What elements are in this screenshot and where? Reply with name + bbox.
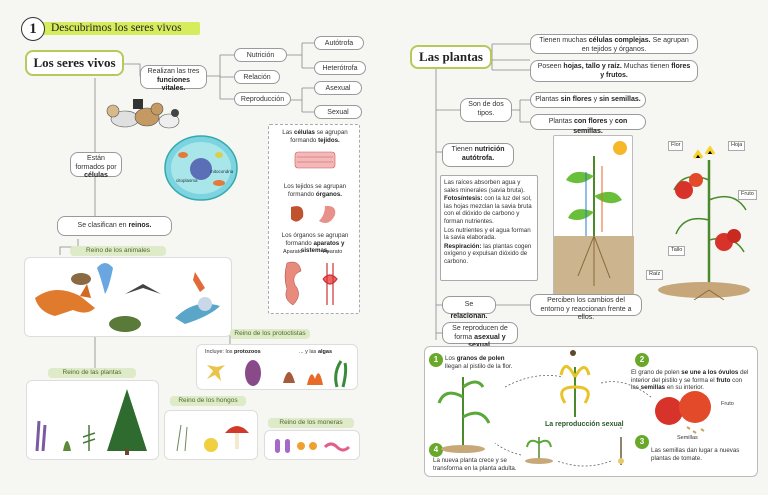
plantas-top1-post: Se agrupan en tejidos y órganos. bbox=[581, 37, 689, 53]
cells-p1-mid: se agrupan formando bbox=[290, 129, 348, 144]
realizan-pre: Realizan las tres bbox=[147, 68, 200, 75]
realizan-bold: funciones vitales. bbox=[156, 76, 191, 92]
header-number-badge: 1 bbox=[21, 17, 45, 41]
repro-s2-post: en su interior. bbox=[666, 384, 704, 392]
nutri-p4 bbox=[444, 243, 536, 266]
cells-p3-bold: aparatos y sistemas. bbox=[300, 239, 345, 255]
function-reproduccion: Reproducción bbox=[234, 92, 291, 106]
plantas-top2-bold: hojas, tallo y raíz. bbox=[563, 63, 622, 70]
dos-tipos-box: Son de dos tipos. bbox=[460, 98, 512, 122]
photosynthesis-illustration bbox=[554, 136, 634, 296]
repro-asexual: Asexual bbox=[314, 81, 362, 95]
cells-p1-bold2: tejidos. bbox=[318, 136, 340, 144]
realizan-box bbox=[140, 65, 207, 92]
nutri-p1: Las raíces absorben agua y sales minerales (savia bruta). bbox=[444, 179, 525, 194]
reproducen-pre: Se reproducen de forma bbox=[452, 325, 508, 341]
nutri-p2-text: con la luz del sol, las hojas mezclan la savia bruta con el dióxido de carbono y forman nutrientes. bbox=[444, 195, 532, 225]
sexual-reproduction-panel bbox=[424, 346, 758, 477]
repro-s1-pre: Los bbox=[445, 355, 455, 362]
cell-label-citoplasma: citoplasma bbox=[176, 178, 198, 183]
repro-label-semillas: Semillas bbox=[677, 435, 698, 441]
plant-label-flor: Flor bbox=[668, 141, 683, 151]
cells-p2-bold: órganos. bbox=[315, 190, 342, 198]
tipo1-bold2: sin semillas. bbox=[599, 96, 641, 103]
repro-step-1-number: 1 bbox=[429, 353, 443, 367]
nutri-p2-bold: Fotosíntesis: bbox=[444, 195, 483, 203]
kingdom-moneras-box bbox=[264, 430, 360, 460]
function-relacion: Relación bbox=[234, 70, 280, 84]
protoctistas-incluye-bold: protozoos bbox=[234, 349, 261, 355]
nutrition-heterotrofa: Heterótrofa bbox=[314, 61, 366, 75]
systems-illustration bbox=[281, 259, 353, 309]
repro-step-3-number: 3 bbox=[635, 435, 649, 449]
nutrition-autotrofa: Autótrofa bbox=[314, 36, 364, 50]
tipo1-pre: Plantas bbox=[535, 96, 559, 103]
cells-p1-bold: células bbox=[294, 129, 315, 136]
plant-label-tallo: Tallo bbox=[668, 246, 685, 256]
repro-s1-post: llegan al pistilo de la flor. bbox=[445, 362, 513, 370]
tomato-plant-illustration bbox=[654, 140, 764, 300]
relacionan-bold: relacionan. bbox=[450, 313, 488, 320]
aparato-label-a: Aparato bbox=[283, 249, 303, 255]
plant-label-raiz: Raíz bbox=[646, 270, 663, 280]
kingdom-animales-label: Reino de los animales bbox=[70, 246, 166, 256]
moneras-illustration bbox=[265, 431, 361, 461]
plantas-top1-bold: células complejas. bbox=[588, 37, 651, 44]
nutricion-pre: Tienen bbox=[451, 146, 473, 153]
tipo1-bold: sin flores bbox=[560, 96, 592, 103]
cells-p2-pre: Los tejidos se agrupan formando bbox=[283, 183, 347, 198]
kingdom-plantas-box bbox=[26, 380, 159, 460]
plantas-top2-bold2: flores y frutos. bbox=[600, 63, 691, 79]
tomato-plant bbox=[649, 140, 764, 300]
protoctistas-illustration bbox=[197, 357, 357, 389]
nutri-text bbox=[444, 179, 536, 266]
repro-s1-bold: granos de polen bbox=[456, 355, 505, 362]
aparato-label-b: Aparato bbox=[323, 249, 343, 255]
tissue-illustration bbox=[293, 149, 337, 171]
repro-step-4-number: 4 bbox=[429, 443, 443, 457]
tipo1-mid: y bbox=[593, 96, 598, 103]
nutricion-box bbox=[442, 143, 514, 167]
cells-p2 bbox=[273, 183, 357, 198]
nutri-p4-bold: Respiración: bbox=[444, 242, 482, 250]
repro-title: La reproducción sexual bbox=[545, 421, 624, 428]
organs-illustration bbox=[285, 203, 345, 229]
repro-step-3: Las semillas dan lugar a nuevas plantas de tomate. bbox=[651, 447, 740, 462]
plantas-top2-pre: Poseen bbox=[537, 63, 562, 70]
reproducen-bold: asexual y bbox=[474, 333, 506, 341]
photosynthesis-diagram bbox=[553, 135, 633, 295]
plantas-top2 bbox=[530, 60, 698, 82]
formados-pre: Están formados por bbox=[75, 155, 117, 171]
tipo2-bold: con flores bbox=[574, 118, 608, 125]
cell-label-mitocondria: mitocondria bbox=[210, 169, 234, 174]
cells-p1 bbox=[273, 129, 357, 144]
plant-label-hoja: Hoja bbox=[728, 141, 745, 151]
kingdom-hongos-box bbox=[164, 410, 258, 460]
animals-illustration bbox=[103, 93, 183, 133]
nutrition-text-box bbox=[440, 175, 538, 281]
kingdom-animales-box bbox=[24, 257, 232, 337]
cells-p3-pre: Los órganos se agrupan formando bbox=[281, 232, 349, 247]
perciben-box: Perciben los cambios del entorno y reaccionan frente a ellos. bbox=[530, 294, 642, 316]
kingdom-protoctistas-box bbox=[196, 344, 358, 390]
cells-organization-box bbox=[268, 124, 360, 314]
cells-p1-pre: Las bbox=[282, 129, 293, 136]
plantas-top2-pre2: Muchas tienen bbox=[623, 63, 670, 70]
plants-kingdom-illustration bbox=[27, 381, 160, 461]
tipo2-pre: Plantas bbox=[548, 118, 573, 125]
hongos-illustration bbox=[165, 411, 259, 461]
relacionan-pre: Se bbox=[464, 301, 474, 308]
nutricion-bold: nutrición autótrofa. bbox=[461, 146, 505, 162]
reproducen-box bbox=[442, 322, 518, 344]
clasifican-bold: reinos. bbox=[128, 222, 152, 229]
right-title: Las plantas bbox=[410, 45, 492, 69]
tipo2-bold2: con semillas. bbox=[573, 118, 628, 135]
tipo1-box bbox=[530, 92, 646, 108]
repro-sexual: Sexual bbox=[314, 105, 362, 119]
relacionan-box bbox=[442, 296, 496, 320]
protoctistas-algas-bold: algas bbox=[317, 349, 333, 355]
plant-label-fruto: Fruto bbox=[738, 190, 757, 200]
plantas-top1-pre: Tienen muchas bbox=[539, 37, 587, 44]
formados-box bbox=[70, 152, 122, 177]
repro-label-fruto: Fruto bbox=[721, 401, 734, 407]
repro-step-2-number: 2 bbox=[635, 353, 649, 367]
tipo2-box bbox=[530, 114, 646, 135]
left-title: Los seres vivos bbox=[25, 50, 124, 76]
kingdom-moneras-label: Reino de los moneras bbox=[268, 418, 354, 428]
animals-kingdom-illustration bbox=[25, 258, 233, 338]
clasifican-box bbox=[57, 216, 172, 236]
tipo2-mid: y bbox=[609, 118, 613, 125]
nutri-p4-text: las plantas cogen oxígeno y expulsan dióxido de carbono. bbox=[444, 242, 532, 265]
repro-s2-bold: se une a los óvulos bbox=[681, 369, 739, 376]
repro-s2-bold3: semillas bbox=[640, 384, 666, 392]
repro-s2-mid2: con las bbox=[631, 376, 743, 392]
nutri-p3: Los nutrientes y el agua forman la savia elaborada. bbox=[444, 226, 531, 242]
repro-s2-bold2: fruto bbox=[716, 376, 731, 384]
nutri-p2 bbox=[444, 195, 536, 225]
kingdom-plantas-label: Reino de las plantas bbox=[48, 368, 136, 378]
plantas-top1 bbox=[530, 34, 698, 54]
clasifican-pre: Se clasifican en bbox=[77, 222, 127, 229]
kingdom-protoctistas-label: Reino de los protoctistas bbox=[230, 329, 310, 339]
header-title: Descubrimos los seres vivos bbox=[51, 22, 182, 34]
protoctistas-algas bbox=[299, 349, 332, 357]
protoctistas-algas-pre: ... y las bbox=[299, 349, 317, 355]
kingdom-hongos-label: Reino de los hongos bbox=[170, 396, 246, 406]
repro-s2-mid: del interior del pistilo y se forma el bbox=[631, 369, 749, 384]
repro-step-4: La nueva planta crece y se transforma en la planta adulta. bbox=[433, 457, 517, 472]
reproduction-illustration bbox=[425, 347, 759, 478]
header bbox=[0, 16, 205, 42]
protoctistas-incluye bbox=[205, 349, 261, 357]
repro-s2-pre: El grano de polen bbox=[631, 369, 680, 376]
function-nutricion: Nutrición bbox=[234, 48, 287, 62]
protoctistas-incluye-pre: Incluye: los bbox=[205, 349, 233, 355]
formados-bold: células bbox=[84, 172, 108, 179]
